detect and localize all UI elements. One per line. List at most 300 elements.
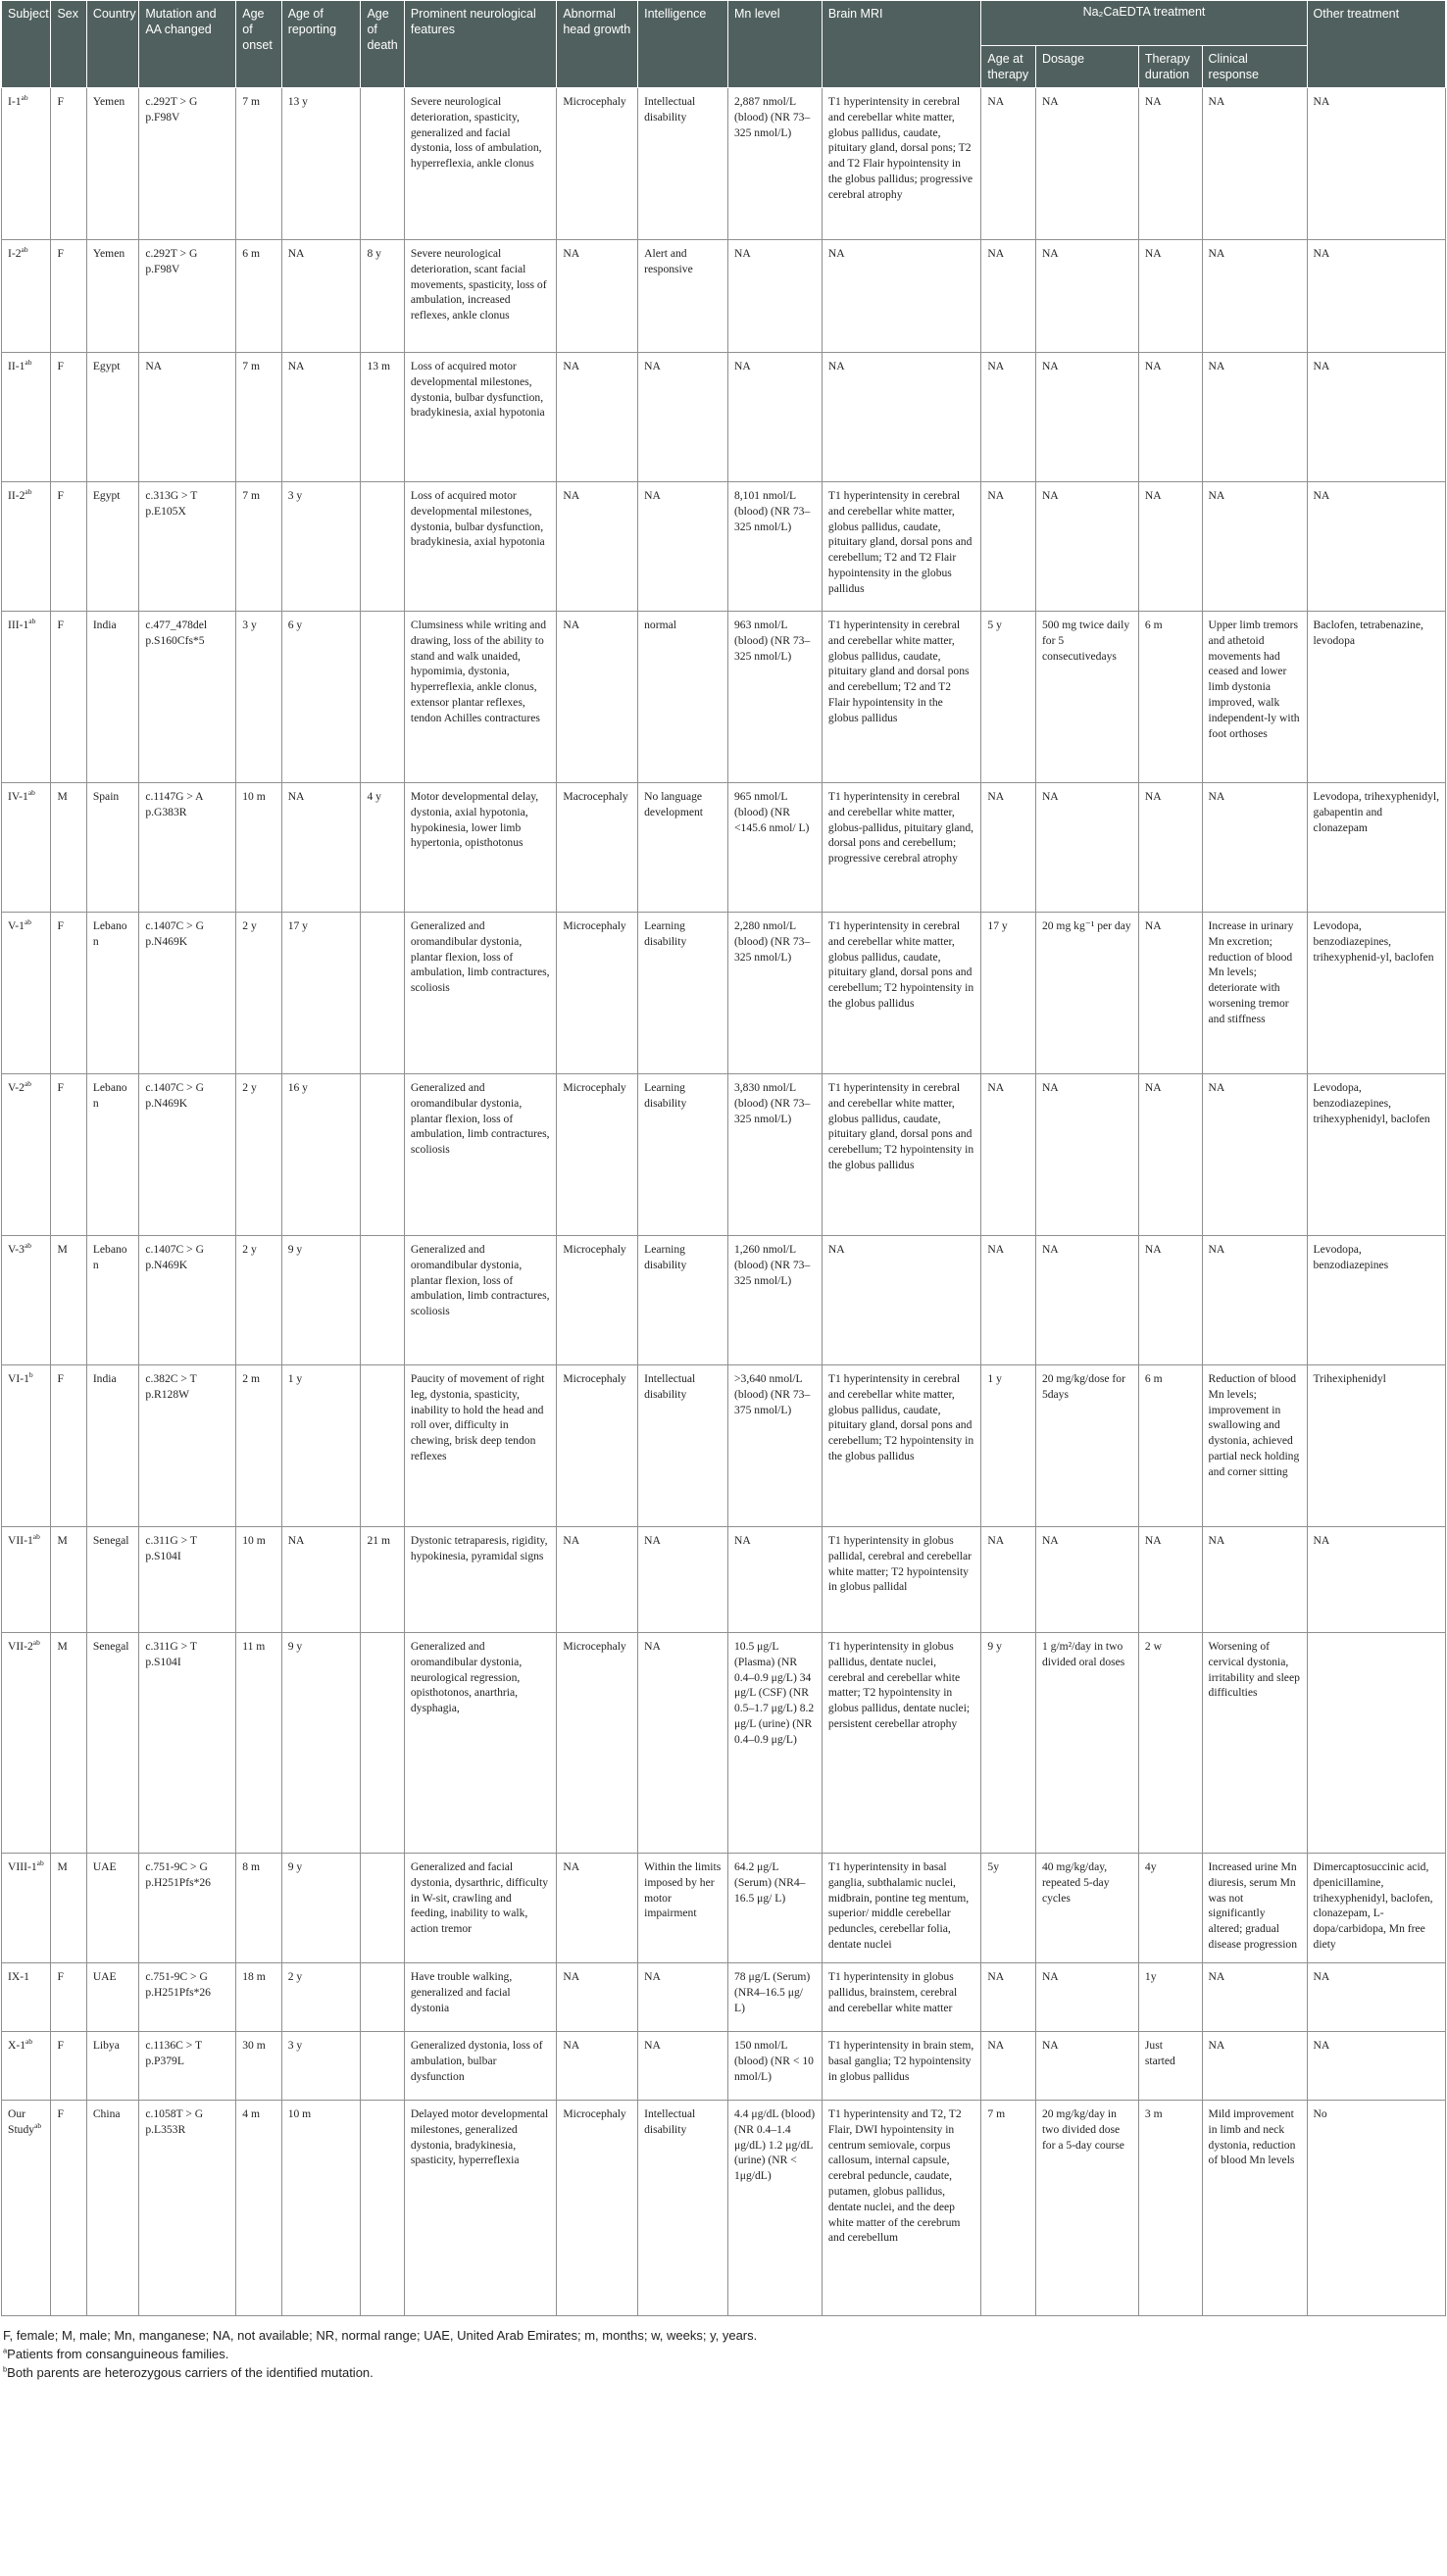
age-onset-cell: 2 y (236, 1236, 281, 1365)
header-sex: Sex (51, 1, 86, 88)
age-therapy-cell: NA (981, 1074, 1036, 1236)
neuro-features-cell: Generalized and oromandibular dystonia, plantar flexion, loss of ambulation, limb contractures, scoliosis (404, 1236, 556, 1365)
other-treatment-cell: No (1307, 2101, 1445, 2316)
intelligence-cell: NA (638, 353, 728, 482)
country-cell: Yemen (86, 88, 139, 240)
intelligence-cell: No language development (638, 783, 728, 913)
other-treatment-cell: NA (1307, 1963, 1445, 2032)
other-treatment-cell: Levodopa, trihexyphenidyl, gabapentin and clonazepam (1307, 783, 1445, 913)
header-neuro: Prominent neurological features (404, 1, 556, 88)
age-reporting-cell: NA (281, 353, 361, 482)
age-death-cell (361, 88, 404, 240)
country-cell: India (86, 1365, 139, 1527)
therapy-duration-cell: NA (1138, 1527, 1202, 1633)
mn-level-cell: NA (727, 1527, 822, 1633)
therapy-duration-cell: NA (1138, 88, 1202, 240)
mutation-cell: c.292T > G p.F98V (139, 88, 236, 240)
brain-mri-cell: T1 hyperintensity in cerebral and cerebellar white matter, globus-pallidus, pituitary gland, dorsal pons and cerebellum; progressive cerebral atrophy (822, 783, 981, 913)
dosage-cell: NA (1035, 353, 1138, 482)
other-treatment-cell: Baclofen, tetrabenazine, levodopa (1307, 612, 1445, 783)
table-row (2, 1854, 1446, 1963)
brain-mri-cell: T1 hyperintensity in cerebral and cerebellar white matter, globus pallidus, caudate, pituitary gland and dorsal pons and cerebellum; T2 and T2 Flair hypointensity in the globus pallidus (822, 612, 981, 783)
sex-cell: M (51, 1854, 86, 1963)
age-onset-cell: 10 m (236, 1527, 281, 1633)
head-growth-cell: Microcephaly (557, 88, 638, 240)
intelligence-cell: NA (638, 1963, 728, 2032)
subject-cell: $II-2^{ab}$ (2, 482, 51, 612)
age-therapy-cell: NA (981, 353, 1036, 482)
age-death-cell (361, 1236, 404, 1365)
header-treatment-group: Na₂CaEDTA treatment (981, 1, 1307, 46)
age-reporting-cell: 3 y (281, 482, 361, 612)
dosage-cell: NA (1035, 2032, 1138, 2101)
brain-mri-cell: T1 hyperintensity in cerebral and cerebellar white matter, globus pallidus, caudate, pituitary gland, dorsal pons; T2 and T2 Flair hypointensity in the globus pallidus; progressive cerebral atrophy (822, 88, 981, 240)
age-reporting-cell: 17 y (281, 913, 361, 1074)
subject-cell: VI-1$^b$ (2, 1365, 51, 1527)
clinical-response-cell: NA (1202, 1074, 1307, 1236)
brain-mri-cell: T1 hyperintensity in cerebral and cerebellar white matter, globus pallidus, caudate, pituitary gland, dorsal pons and cerebellum; T2 hypointensity in the globus pallidus (822, 1074, 981, 1236)
mutation-cell: c.751-9C > G p.H251Pfs*26 (139, 1854, 236, 1963)
country-cell: China (86, 2101, 139, 2316)
sex-cell: M (51, 783, 86, 913)
header-age-onset: Age of onset (236, 1, 281, 88)
mn-level-cell: 150 nmol/L (blood) (NR < 10 nmol/L) (727, 2032, 822, 2101)
age-onset-cell: 2 y (236, 913, 281, 1074)
country-cell: Senegal (86, 1633, 139, 1854)
dosage-cell: NA (1035, 1236, 1138, 1365)
subject-cell: $IV-1^{ab}$ (2, 783, 51, 913)
subject-cell: $X-1^{ab}$ (2, 2032, 51, 2101)
intelligence-cell: Intellectual disability (638, 2101, 728, 2316)
age-therapy-cell: 7 m (981, 2101, 1036, 2316)
mutation-cell: c.477_478del p.S160Cfs*5 (139, 612, 236, 783)
intelligence-cell: NA (638, 2032, 728, 2101)
age-onset-cell: 2 y (236, 1074, 281, 1236)
dosage-cell: NA (1035, 1963, 1138, 2032)
neuro-features-cell: Delayed motor developmental milestones, generalized dystonia, bradykinesia, spasticity, hyperreflexia (404, 2101, 556, 2316)
footnote-b: $^b$Both parents are heterozygous carriers of the identified mutation. (3, 2364, 374, 2380)
dosage-cell: 20 mg/kg/dose for 5days (1035, 1365, 1138, 1527)
mutation-cell: c.1407C > G p.N469K (139, 1236, 236, 1365)
mutation-cell: c.1407C > G p.N469K (139, 913, 236, 1074)
age-death-cell (361, 1074, 404, 1236)
age-therapy-cell: NA (981, 240, 1036, 353)
country-cell: UAE (86, 1854, 139, 1963)
header-other-treatment: Other treatment (1307, 1, 1445, 88)
mutation-cell: c.313G > T p.E105X (139, 482, 236, 612)
table-row (2, 1963, 1446, 2032)
age-reporting-cell: 16 y (281, 1074, 361, 1236)
header-mri: Brain MRI (822, 1, 981, 88)
clinical-response-cell: Increase in urinary Mn excretion; reduction of blood Mn levels; deteriorate with worsening tremor and stiffness (1202, 913, 1307, 1074)
footnote-abbreviations: F, female; M, male; Mn, manganese; NA, not available; NR, normal range; UAE, United Arab Emirates; m, months; w, weeks; y, years. (3, 2328, 758, 2343)
header-intelligence: Intelligence (638, 1, 728, 88)
other-treatment-cell: NA (1307, 482, 1445, 612)
age-onset-cell: 6 m (236, 240, 281, 353)
age-therapy-cell: 9 y (981, 1633, 1036, 1854)
therapy-duration-cell: 2 w (1138, 1633, 1202, 1854)
age-reporting-cell: NA (281, 240, 361, 353)
head-growth-cell: Microcephaly (557, 913, 638, 1074)
brain-mri-cell: T1 hyperintensity in globus pallidus, brainstem, cerebral and cerebellar white matter (822, 1963, 981, 2032)
footnote-a: $^a$Patients from consanguineous families. (3, 2346, 229, 2361)
intelligence-cell: normal (638, 612, 728, 783)
other-treatment-cell: Dimercaptosuccinic acid, dpenicillamine, trihexyphenidyl, baclofen, clonazepam, L-dopa/carbidopa, Mn free diety (1307, 1854, 1445, 1963)
dosage-cell: 20 mg/kg/day in two divided dose for a 5-day course (1035, 2101, 1138, 2316)
table-row (2, 1074, 1446, 1236)
clinical-response-cell: Reduction of blood Mn levels; improvement in swallowing and dystonia, achieved partial neck holding and corner sitting (1202, 1365, 1307, 1527)
subject-cell: VII-$1^{ab}$ (2, 1527, 51, 1633)
header-duration: Therapy duration (1138, 46, 1202, 88)
intelligence-cell: Intellectual disability (638, 1365, 728, 1527)
mutation-cell: NA (139, 353, 236, 482)
therapy-duration-cell: NA (1138, 240, 1202, 353)
subject-cell: $II-1^{ab}$ (2, 353, 51, 482)
therapy-duration-cell: 6 m (1138, 1365, 1202, 1527)
table-row (2, 2032, 1446, 2101)
clinical-response-cell: NA (1202, 2032, 1307, 2101)
other-treatment-cell: NA (1307, 2032, 1445, 2101)
neuro-features-cell: Loss of acquired motor developmental milestones, dystonia, bulbar dysfunction, bradykinesia, axial hypotonia (404, 353, 556, 482)
therapy-duration-cell: NA (1138, 482, 1202, 612)
mutation-cell: c.1407C > G p.N469K (139, 1074, 236, 1236)
subject-cell: $V-1^{ab}$ (2, 913, 51, 1074)
sex-cell: F (51, 2032, 86, 2101)
age-onset-cell: 30 m (236, 2032, 281, 2101)
age-death-cell (361, 1963, 404, 2032)
intelligence-cell: Learning disability (638, 1236, 728, 1365)
neuro-features-cell: Loss of acquired motor developmental milestones, dystonia, bulbar dysfunction, bradykinesia, axial hypotonia (404, 482, 556, 612)
mutation-cell: c.311G > T p.S104I (139, 1633, 236, 1854)
age-reporting-cell: 1 y (281, 1365, 361, 1527)
age-reporting-cell: 10 m (281, 2101, 361, 2316)
age-therapy-cell: NA (981, 1963, 1036, 2032)
mutation-cell: c.311G > T p.S104I (139, 1527, 236, 1633)
clinical-response-cell: NA (1202, 783, 1307, 913)
mn-level-cell: 2,280 nmol/L (blood) (NR 73–325 nmol/L) (727, 913, 822, 1074)
age-therapy-cell: NA (981, 783, 1036, 913)
dosage-cell: NA (1035, 482, 1138, 612)
mn-level-cell: >3,640 nmol/L (blood) (NR 73–375 nmol/L) (727, 1365, 822, 1527)
intelligence-cell: Learning disability (638, 913, 728, 1074)
age-death-cell: 4 y (361, 783, 404, 913)
sex-cell: F (51, 353, 86, 482)
age-death-cell (361, 2101, 404, 2316)
dosage-cell: NA (1035, 1074, 1138, 1236)
sex-cell: M (51, 1527, 86, 1633)
mutation-cell: c.292T > G p.F98V (139, 240, 236, 353)
intelligence-cell: NA (638, 482, 728, 612)
head-growth-cell: Microcephaly (557, 1074, 638, 1236)
intelligence-cell: NA (638, 1633, 728, 1854)
age-therapy-cell: 17 y (981, 913, 1036, 1074)
age-onset-cell: 11 m (236, 1633, 281, 1854)
neuro-features-cell: Severe neurological deterioration, scant facial movements, spasticity, loss of ambulation, increased reflexes, ankle clonus (404, 240, 556, 353)
clinical-response-cell: Upper limb tremors and athetoid movements had ceased and lower limb dystonia improved, walk independent-ly with foot orthoses (1202, 612, 1307, 783)
neuro-features-cell: Generalized and facial dystonia, dysarthric, difficulty in W-sit, crawling and feeding, inability to walk, action tremor (404, 1854, 556, 1963)
table-row (2, 1527, 1446, 1633)
brain-mri-cell: NA (822, 353, 981, 482)
mn-level-cell: 78 μg/L (Serum) (NR4–16.5 μg/ L) (727, 1963, 822, 2032)
mutation-cell: c.1147G > A p.G383R (139, 783, 236, 913)
subject-cell: Our Study$^{ab}$ (2, 2101, 51, 2316)
subject-cell: $V-3^{ab}$ (2, 1236, 51, 1365)
other-treatment-cell: NA (1307, 88, 1445, 240)
age-onset-cell: 3 y (236, 612, 281, 783)
sex-cell: F (51, 2101, 86, 2316)
neuro-features-cell: Generalized dystonia, loss of ambulation, bulbar dysfunction (404, 2032, 556, 2101)
other-treatment-cell: NA (1307, 1527, 1445, 1633)
header-mutation: Mutation and AA changed (139, 1, 236, 88)
head-growth-cell: Microcephaly (557, 1365, 638, 1527)
table-row (2, 240, 1446, 353)
clinical-response-cell: NA (1202, 1236, 1307, 1365)
intelligence-cell: Learning disability (638, 1074, 728, 1236)
country-cell: UAE (86, 1963, 139, 2032)
country-cell: Yemen (86, 240, 139, 353)
head-growth-cell: NA (557, 1527, 638, 1633)
table-row (2, 913, 1446, 1074)
other-treatment-cell: Levodopa, benzodiazepines, trihexyphenid-yl, baclofen (1307, 913, 1445, 1074)
head-growth-cell: NA (557, 1963, 638, 2032)
intelligence-cell: Alert and responsive (638, 240, 728, 353)
neuro-features-cell: Have trouble walking, generalized and facial dystonia (404, 1963, 556, 2032)
brain-mri-cell: T1 hyperintensity in cerebral and cerebellar white matter, globus pallidus, caudate, pituitary gland, dorsal pons and cerebellum; T2 and T2 Flair hypointensity in the globus pallidus (822, 482, 981, 612)
header-subject: Subject (2, 1, 51, 88)
table-row (2, 2101, 1446, 2316)
age-death-cell: 21 m (361, 1527, 404, 1633)
sex-cell: F (51, 913, 86, 1074)
therapy-duration-cell: 1y (1138, 1963, 1202, 2032)
brain-mri-cell: T1 hyperintensity in basal ganglia, subthalamic nuclei, midbrain, pontine teg mentum, superior/ middle cerebellar peduncles, cerebellar folia, dentate nuclei (822, 1854, 981, 1963)
age-onset-cell: 7 m (236, 482, 281, 612)
header-age-reporting: Age of reporting (281, 1, 361, 88)
country-cell: Libya (86, 2032, 139, 2101)
header-age-therapy: Age at therapy (981, 46, 1036, 88)
table-row (2, 1236, 1446, 1365)
therapy-duration-cell: 3 m (1138, 2101, 1202, 2316)
other-treatment-cell: NA (1307, 240, 1445, 353)
age-therapy-cell: 5 y (981, 612, 1036, 783)
brain-mri-cell: T1 hyperintensity in globus pallidus, dentate nuclei, cerebral and cerebellar white matter; T2 hypointensity in globus pallidus, dentate nuclei; persistent cerebellar atrophy (822, 1633, 981, 1854)
table-row (2, 612, 1446, 783)
age-death-cell: 13 m (361, 353, 404, 482)
therapy-duration-cell: 4y (1138, 1854, 1202, 1963)
header-age-death: Age of death (361, 1, 404, 88)
mn-level-cell: 965 nmol/L (blood) (NR <145.6 nmol/ L) (727, 783, 822, 913)
age-reporting-cell: 3 y (281, 2032, 361, 2101)
subject-cell: $I-2^{ab}$ (2, 240, 51, 353)
therapy-duration-cell: 6 m (1138, 612, 1202, 783)
therapy-duration-cell: NA (1138, 353, 1202, 482)
subject-cell: $V-2^{ab}$ (2, 1074, 51, 1236)
neuro-features-cell: Motor developmental delay, dystonia, axial hypotonia, hypokinesia, lower limb hypertonia, opisthotonus (404, 783, 556, 913)
neuro-features-cell: Generalized and oromandibular dystonia, plantar flexion, loss of ambulation, limb contractures, scoliosis (404, 913, 556, 1074)
country-cell: Egypt (86, 353, 139, 482)
brain-mri-cell: NA (822, 240, 981, 353)
therapy-duration-cell: Just started (1138, 2032, 1202, 2101)
clinical-response-cell: NA (1202, 1527, 1307, 1633)
brain-mri-cell: T1 hyperintensity and T2, T2 Flair, DWI hypointensity in centrum semiovale, corpus callosum, internal capsule, cerebral peduncle, caudate, putamen, globus pallidus, dentate nuclei, and the deep white matter of the cerebrum and cerebellum (822, 2101, 981, 2316)
mn-level-cell: 1,260 nmol/L (blood) (NR 73–325 nmol/L) (727, 1236, 822, 1365)
age-therapy-cell: NA (981, 1236, 1036, 1365)
other-treatment-cell (1307, 1633, 1445, 1854)
mutation-cell: c.751-9C > G p.H251Pfs*26 (139, 1963, 236, 2032)
neuro-features-cell: Generalized and oromandibular dystonia, neurological regression, opisthotonos, anarthria, dysphagia, (404, 1633, 556, 1854)
mn-level-cell: 10.5 μg/L (Plasma) (NR 0.4–0.9 μg/L) 34 μg/L (CSF) (NR 0.5–1.7 μg/L) 8.2 μg/L (urine) (NR 0.4–0.9 μg/L) (727, 1633, 822, 1854)
table-row (2, 1365, 1446, 1527)
clinical-response-cell: Mild improvement in limb and neck dystonia, reduction of blood Mn levels (1202, 2101, 1307, 2316)
age-death-cell (361, 913, 404, 1074)
age-reporting-cell: 9 y (281, 1854, 361, 1963)
header-mn-level: Mn level (727, 1, 822, 88)
subject-cell: $I-1^{ab}$ (2, 88, 51, 240)
dosage-cell: NA (1035, 783, 1138, 913)
mn-level-cell: 2,887 nmol/L (blood) (NR 73–325 nmol/L) (727, 88, 822, 240)
mutation-cell: c.1136C > T p.P379L (139, 2032, 236, 2101)
age-reporting-cell: 9 y (281, 1236, 361, 1365)
sex-cell: F (51, 1365, 86, 1527)
age-therapy-cell: 5y (981, 1854, 1036, 1963)
age-death-cell (361, 1633, 404, 1854)
head-growth-cell: NA (557, 612, 638, 783)
patient-table (1, 0, 1446, 2316)
head-growth-cell: Microcephaly (557, 1633, 638, 1854)
neuro-features-cell: Clumsiness while writing and drawing, loss of the ability to stand and walk unaided, hypomimia, dystonia, hyperreflexia, ankle clonus, extensor plantar reflexes, tendon Achilles contractures (404, 612, 556, 783)
dosage-cell: NA (1035, 240, 1138, 353)
therapy-duration-cell: NA (1138, 1236, 1202, 1365)
dosage-cell: 20 mg kg⁻¹ per day (1035, 913, 1138, 1074)
table-row (2, 88, 1446, 240)
mutation-cell: c.1058T > G p.L353R (139, 2101, 236, 2316)
age-reporting-cell: 9 y (281, 1633, 361, 1854)
clinical-response-cell: NA (1202, 88, 1307, 240)
table-body (2, 88, 1446, 2316)
mn-level-cell: 8,101 nmol/L (blood) (NR 73–325 nmol/L) (727, 482, 822, 612)
age-death-cell (361, 1365, 404, 1527)
head-growth-cell: NA (557, 1854, 638, 1963)
age-onset-cell: 7 m (236, 88, 281, 240)
country-cell: Lebanon (86, 913, 139, 1074)
country-cell: Egypt (86, 482, 139, 612)
country-cell: India (86, 612, 139, 783)
age-therapy-cell: NA (981, 2032, 1036, 2101)
sex-cell: F (51, 612, 86, 783)
sex-cell: M (51, 1236, 86, 1365)
intelligence-cell: Intellectual disability (638, 88, 728, 240)
mn-level-cell: 64.2 μg/L (Serum) (NR4–16.5 μg/ L) (727, 1854, 822, 1963)
sex-cell: M (51, 1633, 86, 1854)
brain-mri-cell: T1 hyperintensity in cerebral and cerebellar white matter, globus pallidus, caudate, pituitary gland, dorsal pons and cerebellum; T2 hypointensity in the globus pallidus (822, 1365, 981, 1527)
other-treatment-cell: Levodopa, benzodiazepines, trihexyphenidyl, baclofen (1307, 1074, 1445, 1236)
dosage-cell: NA (1035, 1527, 1138, 1633)
intelligence-cell: NA (638, 1527, 728, 1633)
header-head-growth: Abnormal head growth (557, 1, 638, 88)
clinical-response-cell: NA (1202, 353, 1307, 482)
sex-cell: F (51, 1963, 86, 2032)
dosage-cell: 40 mg/kg/day, repeated 5-day cycles (1035, 1854, 1138, 1963)
age-death-cell: 8 y (361, 240, 404, 353)
head-growth-cell: Macrocephaly (557, 783, 638, 913)
age-death-cell (361, 612, 404, 783)
dosage-cell: NA (1035, 88, 1138, 240)
neuro-features-cell: Generalized and oromandibular dystonia, plantar flexion, loss of ambulation, limb contractures, scoliosis (404, 1074, 556, 1236)
mn-level-cell: 963 nmol/L (blood) (NR 73–325 nmol/L) (727, 612, 822, 783)
age-therapy-cell: NA (981, 1527, 1036, 1633)
subject-cell: VIII-$1^{ab}$ (2, 1854, 51, 1963)
neuro-features-cell: Dystonic tetraparesis, rigidity, hypokinesia, pyramidal signs (404, 1527, 556, 1633)
country-cell: Lebanon (86, 1236, 139, 1365)
age-onset-cell: 4 m (236, 2101, 281, 2316)
country-cell: Lebanon (86, 1074, 139, 1236)
age-therapy-cell: NA (981, 88, 1036, 240)
head-growth-cell: NA (557, 353, 638, 482)
intelligence-cell: Within the limits imposed by her motor impairment (638, 1854, 728, 1963)
dosage-cell: 500 mg twice daily for 5 consecutivedays (1035, 612, 1138, 783)
other-treatment-cell: NA (1307, 353, 1445, 482)
sex-cell: F (51, 240, 86, 353)
sex-cell: F (51, 482, 86, 612)
clinical-response-cell: Worsening of cervical dystonia, irritability and sleep difficulties (1202, 1633, 1307, 1854)
table-row (2, 1633, 1446, 1854)
subject-cell: III-$1^{ab}$ (2, 612, 51, 783)
age-reporting-cell: 2 y (281, 1963, 361, 2032)
age-reporting-cell: 6 y (281, 612, 361, 783)
age-death-cell (361, 482, 404, 612)
other-treatment-cell: Levodopa, benzodiazepines (1307, 1236, 1445, 1365)
age-onset-cell: 2 m (236, 1365, 281, 1527)
head-growth-cell: Microcephaly (557, 2101, 638, 2316)
header-country: Country (86, 1, 139, 88)
country-cell: Spain (86, 783, 139, 913)
age-therapy-cell: NA (981, 482, 1036, 612)
age-reporting-cell: NA (281, 1527, 361, 1633)
table-header (2, 1, 1446, 88)
brain-mri-cell: T1 hyperintensity in cerebral and cerebellar white matter, globus pallidus, caudate, pituitary gland, dorsal pons and cerebellum; T2 hypointensity in the globus pallidus (822, 913, 981, 1074)
table-row (2, 353, 1446, 482)
age-therapy-cell: 1 y (981, 1365, 1036, 1527)
age-onset-cell: 7 m (236, 353, 281, 482)
brain-mri-cell: T1 hyperintensity in globus pallidal, cerebral and cerebellar white matter; T2 hypointensity in globus pallidal (822, 1527, 981, 1633)
subject-cell: IX-1 (2, 1963, 51, 2032)
table-row (2, 482, 1446, 612)
brain-mri-cell: NA (822, 1236, 981, 1365)
header-response: Clinical response (1202, 46, 1307, 88)
therapy-duration-cell: NA (1138, 1074, 1202, 1236)
mn-level-cell: NA (727, 353, 822, 482)
mn-level-cell: 4.4 μg/dL (blood) (NR 0.4–1.4 μg/dL) 1.2 μg/dL (urine) (NR < 1μg/dL) (727, 2101, 822, 2316)
brain-mri-cell: T1 hyperintensity in brain stem, basal ganglia; T2 hypointensity in globus pallidus (822, 2032, 981, 2101)
other-treatment-cell: Trihexiphenidyl (1307, 1365, 1445, 1527)
therapy-duration-cell: NA (1138, 913, 1202, 1074)
age-death-cell (361, 1854, 404, 1963)
clinical-response-cell: Increased urine Mn diuresis, serum Mn was not significantly altered; gradual disease progression (1202, 1854, 1307, 1963)
subject-cell: VII-$2^{ab}$ (2, 1633, 51, 1854)
sex-cell: F (51, 1074, 86, 1236)
mn-level-cell: 3,830 nmol/L (blood) (NR 73–325 nmol/L) (727, 1074, 822, 1236)
clinical-response-cell: NA (1202, 1963, 1307, 2032)
neuro-features-cell: Paucity of movement of right leg, dystonia, spasticity, inability to hold the head and roll over, difficulty in chewing, brisk deep tendon reflexes (404, 1365, 556, 1527)
clinical-response-cell: NA (1202, 482, 1307, 612)
mn-level-cell: NA (727, 240, 822, 353)
footnotes (1, 2316, 1446, 2382)
age-onset-cell: 8 m (236, 1854, 281, 1963)
age-onset-cell: 18 m (236, 1963, 281, 2032)
country-cell: Senegal (86, 1527, 139, 1633)
sex-cell: F (51, 88, 86, 240)
age-death-cell (361, 2032, 404, 2101)
age-onset-cell: 10 m (236, 783, 281, 913)
